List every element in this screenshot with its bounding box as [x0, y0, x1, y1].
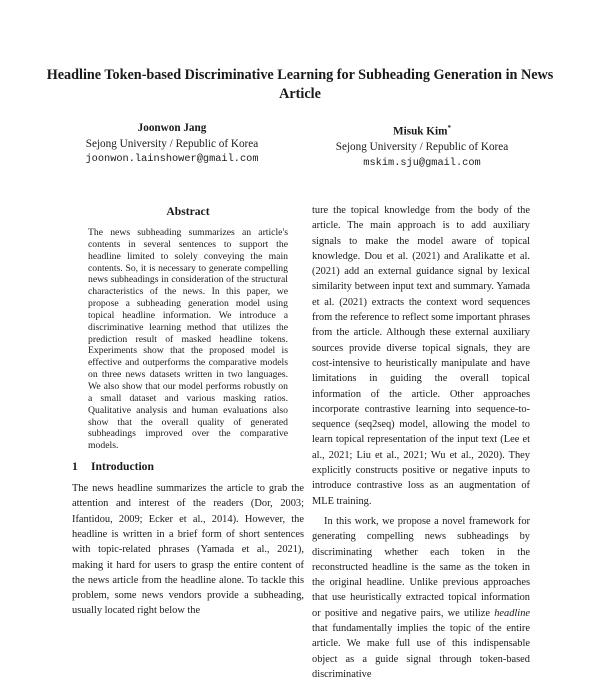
paragraph-text: In this work, we propose a novel framework for generating compelling news subheadings by discriminating whether each token in the reconstructed headline is the same as the token in the original headline. Unlike previous approaches that use heuristically extracted topical information or positive and negative pairs, we utilize [312, 515, 530, 619]
introduction-paragraph: The news headline summarizes the article to grab the attention and interest of the readers (Dor, 2003; Ifantidou, 2009; Ecker et al., 2014). However, the headline is written in a brief form of short sentences with topic-related phrases (Yamada et al., 2021), making it hard for users to grasp the entire content of the news article from the headline alone. To tackle this problem, some news vendors provide a subheading, usually located right below the [72, 483, 304, 617]
section-heading-introduction [72, 460, 304, 474]
author-email: joonwon.lainshower@gmail.com [85, 153, 259, 165]
author-affiliation: Sejong University / Republic of Korea [335, 141, 509, 154]
right-column [312, 203, 530, 682]
author-block [292, 121, 552, 171]
section-number: 1 [72, 460, 78, 474]
author-name: Joonwon Jang [137, 122, 207, 134]
author-name [292, 121, 552, 140]
body-paragraph: ture the topical knowledge from the body of the article. The main approach is to add auxiliary signals to make the model aware of topical knowledge. Dou et al. (2021) and Aralikatte et al. (2021) add an external guidance signal by lexical similarity between input text and summary. Yamada et al. (2021) extracts the context word sequences from the reference to reflect some important phrases from the article. Although these external auxiliary sources provide diverse topical signals, they are cost-intensive to heuristically manipulate and have limitations in guiding the overall topical information of the article. Other approaches incorporate contrastive learning into sequence-to-sequence (seq2seq) model, allowing the model to learn topical representation of the input text (Lee et al., 2021; Liu et al., 2021; Wu et al., 2020). They explicitly constructs positive or negative inputs to introduce contrastive loss as an augmentation of MLE training. [312, 205, 530, 507]
abstract-heading: Abstract [166, 205, 210, 218]
body-paragraph [312, 514, 530, 682]
emphasized-term: headline [494, 607, 530, 619]
paper-title: Headline Token-based Discriminative Learning for Subheading Generation in News Article [46, 67, 554, 102]
paragraph-text: that fundamentally implies the topic of the entire article. We make full use of this indispensable object as a guide signal through token-based discriminative [312, 623, 530, 680]
abstract-text: The news subheading summarizes an article's contents in several sentences to support the headline limited to solely conveying the main contents. So, it is necessary to generate compelling news subheadings in consideration of the structural characteristics of the news. In this paper, we propose a subheading generation model using topical headline information. We introduce a discriminative learning method that utilizes the prediction result of masked headline tokens. Experiments show that the proposed model is effective and outperforms the comparative models on three news datasets written in two languages. We also show that our model performs robustly on a small dataset and various masking ratios. Qualitative analysis and human evaluations also show that the overall quality of generated subheadings improved over the comparative models. [88, 227, 288, 452]
author-block [42, 121, 302, 168]
author-affiliation: Sejong University / Republic of Korea [85, 137, 259, 150]
corresponding-author-marker: * [447, 124, 451, 132]
author-email: mskim.sju@gmail.com [363, 156, 481, 169]
author-name-text: Misuk Kim [393, 125, 448, 138]
left-column [72, 205, 304, 619]
section-title: Introduction [91, 460, 154, 474]
